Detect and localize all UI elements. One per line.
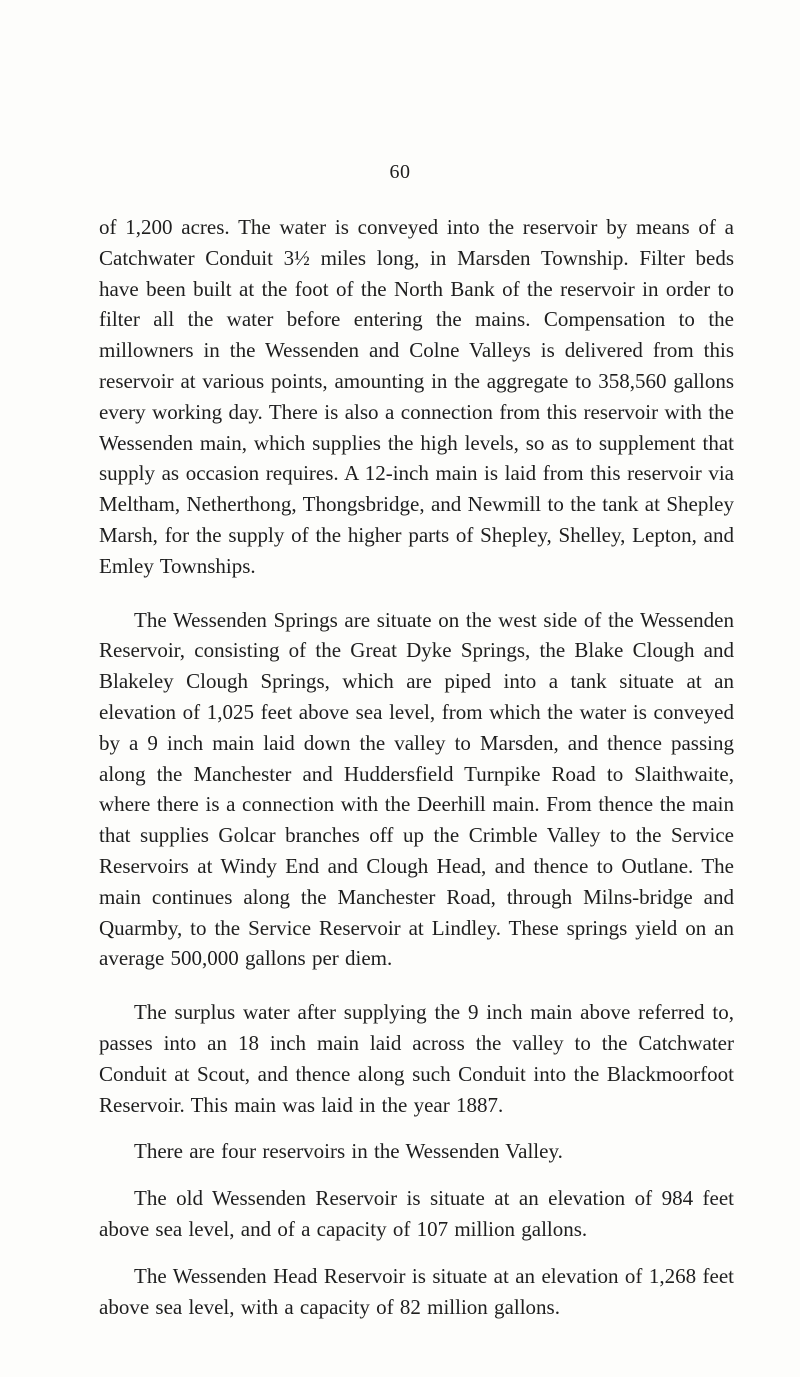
paragraph-four-reservoirs: There are four reservoirs in the Wessenden Valley.	[134, 1139, 563, 1164]
paragraph-old-wessenden: The old Wessenden Reservoir is situate at an elevation of 984 feet above sea level, and of a capacity of 107 million gallons.	[99, 1186, 734, 1241]
paragraph-reservoir-supply: of 1,200 acres. The water is conveyed into the reservoir by means of a Catchwater Conduit 3½ miles long, in Marsden Township. Filter beds have been built at the foot of the North Bank of the reservoir in order to filter all the water before entering the mains. Compensation to the millowners in the Wessenden and Colne Valleys is delivered from this reservoir at various points, amounting in the aggregate to 358,560 gallons every working day. There is also a connection from this reservoir with the Wessenden main, which supplies the high levels, so as to supplement that supply as occasion requires. A 12-inch main is laid from this reservoir via Meltham, Netherthong, Thongsbridge, and Newmill to the tank at Shepley Marsh, for the supply of the higher parts of Shepley, Shelley, Lepton, and Emley Townships.	[99, 215, 734, 578]
paragraph-wessenden-head: The Wessenden Head Reservoir is situate at an elevation of 1,268 feet above sea level, with a capacity of 82 million gallons.	[99, 1263, 734, 1319]
page-number: 60	[389, 161, 411, 183]
paragraph-wessenden-springs: The Wessenden Springs are situate on the west side of the Wessenden Reservoir, consisting of the Great Dyke Springs, the Blake Clough and Blakeley Clough Springs, which are piped into a tank situate at an elevation of 1,025 feet above sea level, from which the water is conveyed by a 9 inch main laid down the valley to Marsden, and thence passing along the Manchester and Huddersfield Turnpike Road to Slaithwaite, where there is a connection with the Deerhill main. From thence the main that supplies Golcar branches off up the Crimble Valley to the Service Reservoirs at Windy End and Clough Head, and thence to Outlane. The main continues along the Manchester Road, through Milns-bridge and Quarmby, to the Service Reservoir at Lindley. These springs yield on an average 500,000 gallons per diem.	[99, 607, 734, 971]
body-text	[99, 212, 734, 1322]
paragraph-surplus-water: The surplus water after supplying the 9 inch main above referred to, passes into an 18 inch main laid across the valley to the Catchwater Conduit at Scout, and thence along such Conduit into the Blackmoorfoot Reservoir. This main was laid in the year 1887.	[99, 1000, 734, 1117]
